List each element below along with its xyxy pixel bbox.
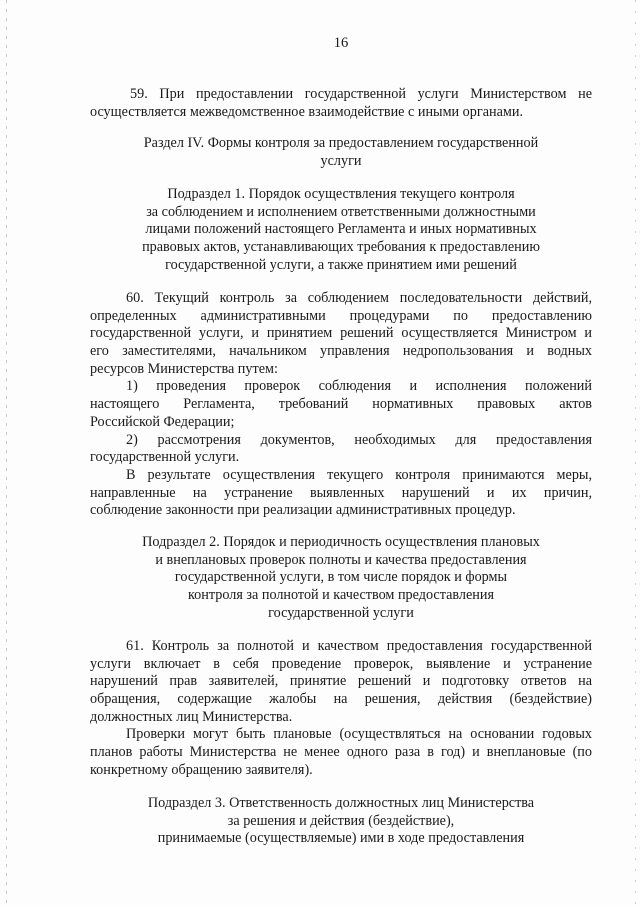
list-item-1: 1) проведения проверок соблюдения и исполнения положений (126, 378, 592, 395)
list-item-2: 2) рассмотрения документов, необходимых для предоставления (126, 431, 592, 448)
paragraph-61 (90, 638, 592, 780)
paragraph-60 (90, 290, 592, 520)
heading-line: и внеплановых проверок полноты и качества предоставления (155, 551, 527, 568)
heading-line: Раздел IV. Формы контроля за предоставлением государственной (143, 135, 539, 151)
page-number: 16 (333, 35, 349, 51)
subsection-1-heading (90, 186, 592, 274)
heading-line: Подраздел 2. Порядок и периодичность осуществления плановых (142, 534, 540, 550)
scan-edge-left (6, 0, 7, 905)
text-line: осуществляется межведомственное взаимодействие с иными органами. (90, 103, 523, 120)
heading-line: услуги (320, 152, 362, 169)
text-line: Проверки могут быть плановые (осуществляться на основании годовых (126, 726, 592, 743)
heading-line: государственной услуги, а также принятием ими решений (165, 256, 517, 273)
text-line: В результате осуществления текущего контроля принимаются меры, (126, 466, 592, 483)
text-line: его заместителями, начальником управления недропользования и водных (90, 343, 592, 360)
heading-line: Подраздел 3. Ответственность должностных лиц Министерства (147, 795, 535, 811)
heading-line: за решения и действия (бездействие), (227, 812, 455, 829)
text-line: услуги включает в себя проведение проверок, выявление и устранение (90, 655, 592, 672)
text-line: направленные на устранение выявленных нарушений и их причин, (90, 484, 592, 501)
heading-line: принимаемые (осуществляемые) ими в ходе предоставления (157, 830, 525, 847)
text-line: нарушений прав заявителей, принятие решений и подготовку ответов на (90, 673, 592, 690)
text-line: соблюдение законности при реализации административных процедур. (90, 502, 516, 519)
text-line: ресурсов Министерства путем: (90, 360, 278, 377)
heading-line: государственной услуги, в том числе порядок и формы (174, 569, 508, 586)
heading-line: Подраздел 1. Порядок осуществления текущего контроля (167, 186, 515, 202)
heading-line: лицами положений настоящего Регламента и иных нормативных (145, 221, 537, 238)
text-line: настоящего Регламента, требований нормативных правовых актов (90, 396, 592, 413)
text-line: 60. Текущий контроль за соблюдением последовательности действий, (126, 290, 592, 306)
heading-line: государственной услуги (268, 604, 414, 621)
heading-line: за соблюдением и исполнением ответственными должностными (146, 203, 536, 220)
text-line: государственной услуги. (90, 449, 240, 466)
text-line: обращения, содержащие жалобы на решения, действия (бездействие) (90, 691, 592, 708)
text-line: должностных лиц Министерства. (90, 708, 293, 725)
text-line: Российской Федерации; (90, 413, 235, 430)
subsection-3-heading (90, 795, 592, 848)
text-line: конкретному обращению заявителя). (90, 761, 313, 778)
scan-edge-right (635, 0, 636, 905)
section-heading (90, 135, 592, 170)
text-line: определенных административными процедурами по предоставлению (90, 307, 592, 324)
text-line: государственной услуги, и принятием решений осуществляется Министром и (90, 325, 592, 342)
subsection-2-heading (90, 534, 592, 622)
heading-line: правовых актов, устанавливающих требования к предоставлению (142, 239, 540, 256)
text-line: 59. При предоставлении государственной услуги Министерством не (130, 86, 592, 102)
heading-line: контроля за полнотой и качеством предоставления (188, 587, 494, 604)
paragraph-59 (90, 86, 592, 121)
text-line: планов работы Министерства не менее одного раза в год) и внеплановые (по (90, 744, 592, 761)
text-line: 61. Контроль за полнотой и качеством предоставления государственной (126, 638, 592, 654)
